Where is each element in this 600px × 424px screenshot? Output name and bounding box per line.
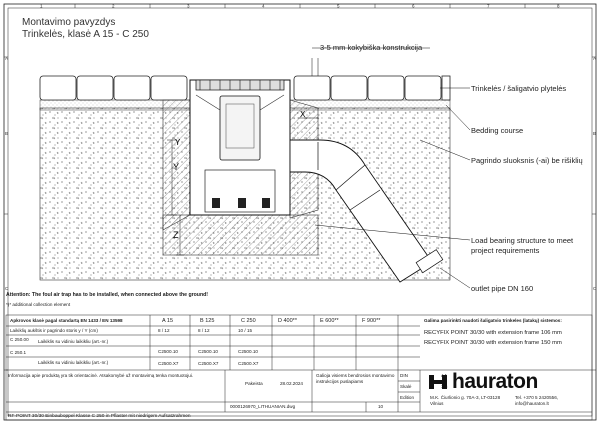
grid-letter: B bbox=[593, 131, 597, 136]
side-label: C 250.1 bbox=[10, 350, 27, 355]
grid-letter: C bbox=[5, 286, 9, 291]
grid-letter: C bbox=[593, 286, 597, 291]
title-line-1: Montavimo pavyzdys bbox=[22, 17, 116, 28]
grid-number: 4 bbox=[262, 3, 265, 9]
sheet-label: Edition bbox=[400, 395, 415, 400]
class-c250: C 250 bbox=[241, 318, 256, 324]
dimension-y: Y bbox=[173, 162, 180, 172]
side-label: C 250.00 bbox=[10, 337, 29, 342]
page-title bbox=[22, 17, 149, 41]
grid-letter: B bbox=[5, 131, 9, 136]
row-value: 8 / 12 bbox=[198, 328, 210, 333]
option-item: RECYFIX POINT 30/30 with extension frame 106 mm bbox=[424, 330, 562, 336]
grid-number: 5 bbox=[337, 3, 340, 9]
callout-load-1: Load bearing structure to meet bbox=[471, 236, 574, 245]
row-value: 10 / 15 bbox=[238, 328, 253, 333]
company-logo: hauraton bbox=[452, 370, 538, 393]
table-header: Apkrovos klasė pagal standartą EN 1433 / EN 13598 bbox=[10, 318, 123, 323]
grid-number: 8 bbox=[557, 3, 560, 9]
pakeista-label: Pakeista bbox=[245, 381, 263, 386]
company-address: M.K. Čiurlionio g. 70A-3, LT-03128 Vilnius bbox=[430, 395, 501, 406]
title-line-2: Trinkelės, klasė A 15 - C 250 bbox=[22, 29, 149, 40]
row-value: C2500.X7 bbox=[158, 361, 179, 366]
dimension-z: Z bbox=[173, 230, 179, 240]
pavers-right bbox=[294, 76, 450, 100]
dimension-x: X bbox=[300, 110, 306, 119]
company-contact: Tel. +370 5 2420556, info@hauraton.lt bbox=[515, 395, 559, 406]
grid-number: 3 bbox=[187, 3, 190, 9]
row-label-2: Laikiklis su vidiniu laikikliu (art.-nr.) bbox=[38, 339, 109, 344]
grid-letter: A bbox=[5, 56, 9, 61]
pavers-left bbox=[40, 76, 187, 100]
class-d400: D 400** bbox=[278, 318, 297, 324]
grid-number: 2 bbox=[112, 3, 115, 9]
row-value: C2500.10 bbox=[158, 349, 178, 354]
dimension-y-small: Y bbox=[175, 138, 181, 147]
gully-body bbox=[190, 80, 290, 215]
row-value: C2500.X7 bbox=[198, 361, 219, 366]
row-value: C2500.10 bbox=[238, 349, 258, 354]
class-f900: F 900** bbox=[362, 318, 381, 324]
footer-disclaimer: Informacija apie produktą yra tik orientacinė. Atsakomybė už montavimą tenka montuotojui. bbox=[8, 373, 194, 378]
page-number: 10 bbox=[378, 404, 384, 409]
callout-bedding: Bedding course bbox=[471, 126, 524, 135]
grid-number: 6 bbox=[412, 3, 415, 9]
hauraton-logo-icon bbox=[428, 372, 448, 392]
option-item: RECYFIX POINT 30/30 with extension frame 150 mm bbox=[424, 340, 562, 346]
concrete-slab bbox=[163, 215, 318, 255]
revision-date: 28.02.2024 bbox=[280, 381, 303, 386]
sheet-label: Skalė bbox=[400, 384, 412, 389]
grid-letter: A bbox=[593, 56, 597, 61]
grid-number: 7 bbox=[487, 3, 490, 9]
warning-note: Attention: The foul air trap has to be installed, when connected above the ground! bbox=[6, 292, 209, 298]
options-title: Galima pasirinkti naudoti šaligatvio trinkeles (latakų) sistemos: bbox=[424, 318, 562, 323]
class-e600: E 600** bbox=[320, 318, 339, 324]
document-note: Galioja visiems bendrosios montavimo instrukcijos puslapiams bbox=[316, 373, 395, 384]
drawing-reference: RF-POINT 30/30 Einbauboppel Klasse C 250 in Pflaster mit niedrigem Aufsatzrahmen bbox=[8, 414, 191, 419]
class-b125: B 125 bbox=[200, 318, 215, 324]
callout-pipe: outlet pipe DN 160 bbox=[471, 284, 534, 293]
class-a15: A 15 bbox=[162, 318, 174, 324]
row-value: 8 / 12 bbox=[158, 328, 170, 333]
row-label-3: Laikiklis su vidiniu laikikliu (art.-nr.) bbox=[38, 360, 109, 365]
row-label-1: Laikiklių aukštis ir pagrindo storis y / Y (cm) bbox=[10, 328, 98, 333]
file-name: 0000126970_LITHUANIAN.dwg bbox=[230, 404, 296, 409]
secondary-note: *)* additional collection element bbox=[6, 302, 71, 307]
grid-number: 1 bbox=[40, 3, 43, 9]
row-value: C2500.10 bbox=[198, 349, 218, 354]
callout-pavers: Trinkelės / šaligatvio plytelės bbox=[471, 84, 567, 93]
callout-load-2: project requirements bbox=[471, 246, 540, 255]
callout-top: 3-5 mm kokybiška konstrukcija bbox=[320, 43, 423, 52]
row-value: C2500.X7 bbox=[238, 361, 259, 366]
callout-base: Pagrindo sluoksnis (-ai) be rišiklių bbox=[471, 156, 583, 165]
sheet-label: DIN bbox=[400, 373, 408, 378]
